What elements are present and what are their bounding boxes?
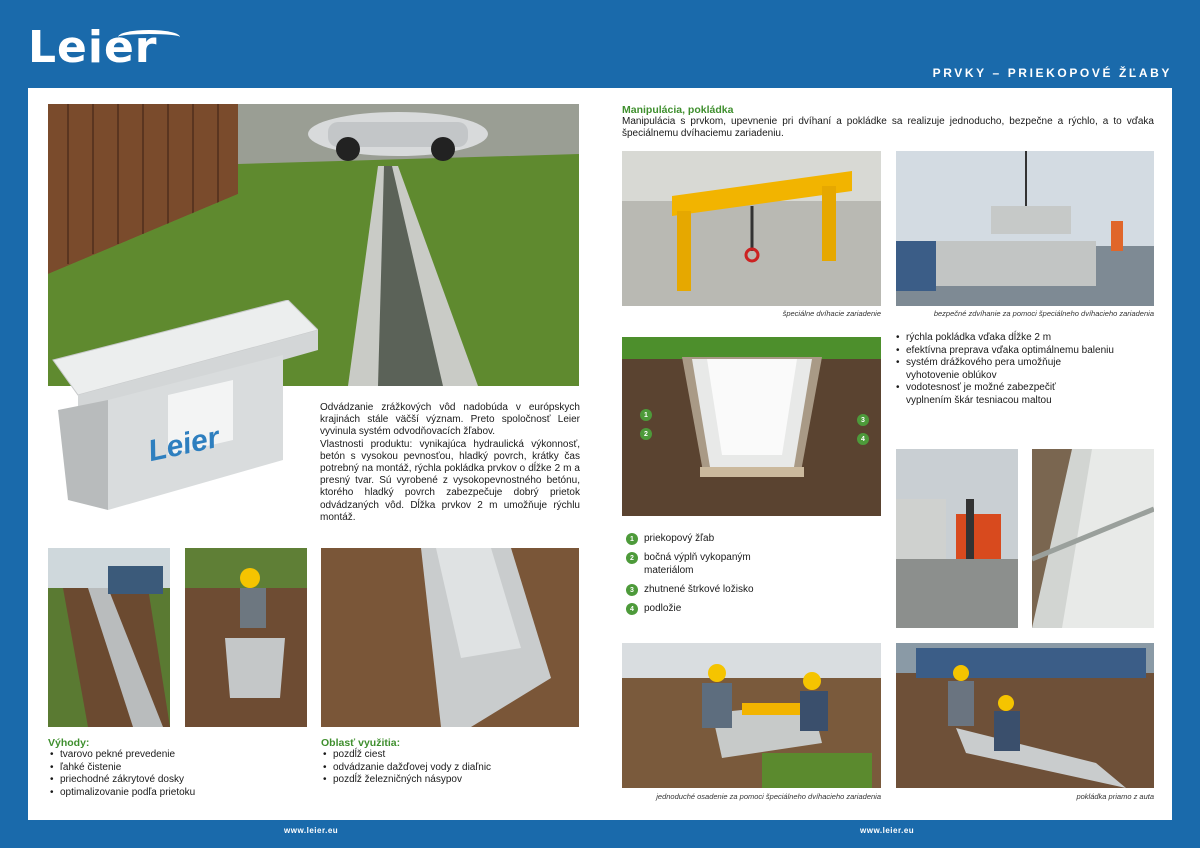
list-item: • priechodné zákrytové dosky	[48, 774, 308, 787]
product-logo: Leier	[145, 420, 223, 469]
caption-simple-placement: jednoduché osadenie za pomoci špeciálneho dvíhacieho zariadenia	[656, 792, 881, 801]
usage-block	[321, 737, 581, 787]
lifting-device-photo	[622, 151, 881, 306]
list-item: • efektívna preprava vďaka optimálnemu baleniu	[894, 345, 1156, 358]
crane-lifting-photo	[896, 151, 1154, 306]
list-item: • vodotesnosť je možné zabezpečiť vyplnením škár tesniacou maltou	[894, 382, 1094, 407]
handling-block	[622, 104, 1154, 140]
caption-safe-lifting: bezpečné zdvíhanie za pomoci špeciálneho dvíhacieho zariadenia	[933, 309, 1154, 318]
right-page	[600, 88, 1172, 820]
diagram-legend	[626, 532, 866, 615]
handling-text: Manipulácia s prvkom, upevnenie pri dvíhaní a pokládke sa realizuje jednoducho, bezpečne a rýchlo, a to vďaka špeciálnemu dvíhaciemu zariadeniu.	[622, 116, 1154, 140]
product-render	[48, 300, 318, 510]
benefits-block	[894, 332, 1156, 408]
list-item: • systém drážkového pera umožňuje vyhotovenie oblúkov	[894, 357, 1064, 382]
website-link-left[interactable]: www.leier.eu	[284, 826, 339, 835]
legend-item: 2 bočná výplň vykopaným materiálom	[626, 551, 866, 577]
advantages-block	[48, 737, 308, 799]
forklift-photo	[896, 449, 1018, 628]
leier-logo: Leier	[28, 22, 158, 73]
legend-item: 3 zhutnené štrkové ložisko	[626, 583, 866, 596]
diagram-marker-3: 3	[857, 414, 869, 426]
list-item: • rýchla pokládka vďaka dĺžke 2 m	[894, 332, 1156, 345]
list-item: • ľahké čistenie	[48, 762, 308, 775]
placement-photo	[622, 643, 881, 788]
trench-photo-2	[185, 548, 307, 727]
caption-lifting-device: špeciálne dvíhacie zariadenie	[782, 309, 881, 318]
car-laying-photo	[896, 643, 1154, 788]
advantages-heading: Výhody:	[48, 737, 90, 749]
legend-item: 1 priekopový žľab	[626, 532, 866, 545]
legend-item: 4 podložie	[626, 602, 866, 615]
logo-swoosh	[118, 30, 180, 44]
left-page	[28, 88, 600, 820]
caption-car-laying: pokládka priamo z auta	[1076, 792, 1154, 801]
trench-photo-1	[48, 548, 170, 727]
section-title: PRVKY – PRIEKOPOVÉ ŽĽABY	[932, 66, 1172, 80]
list-item: • odvádzanie dažďovej vody z diaľnic	[321, 762, 581, 775]
advantages-list	[48, 749, 308, 799]
usage-heading: Oblasť využitia:	[321, 737, 401, 749]
trench-photo-3	[321, 548, 579, 727]
benefits-list	[894, 332, 1156, 408]
list-item: • tvarovo pekné prevedenie	[48, 749, 308, 762]
list-item: • optimalizovanie podľa prietoku	[48, 787, 308, 800]
diagram-marker-4: 4	[857, 433, 869, 445]
list-item: • pozdĺž železničných násypov	[321, 774, 581, 787]
cross-section-diagram	[622, 337, 881, 516]
joint-closeup-photo	[1032, 449, 1154, 628]
diagram-marker-2: 2	[640, 428, 652, 440]
usage-list	[321, 749, 581, 787]
list-item: • pozdĺž ciest	[321, 749, 581, 762]
website-link-right[interactable]: www.leier.eu	[860, 826, 915, 835]
handling-heading: Manipulácia, pokládka	[622, 104, 734, 116]
intro-text: Odvádzanie zrážkových vôd nadobúda v európskych krajinách stále väčší význam. Preto spoločnosť Leier vyvinula systém odvodňovacích žľabov. Vlastnosti produktu: vynikajúca hydraulická výkonnosť, betón s vysokou pevnosťou, hladký povrch, krátky čas potrebný na montáž, rýchla pokládka prvkov o dĺžke 2 m a presný tvar. Sú vyrobené z vysokopevnostného betónu, ktorého hladký povrch zabezpečuje dobrý prietok odvádzaných vôd. Dĺžka prvkov 2 m umožňuje rýchlu montáž.	[320, 402, 580, 523]
diagram-marker-1: 1	[640, 409, 652, 421]
